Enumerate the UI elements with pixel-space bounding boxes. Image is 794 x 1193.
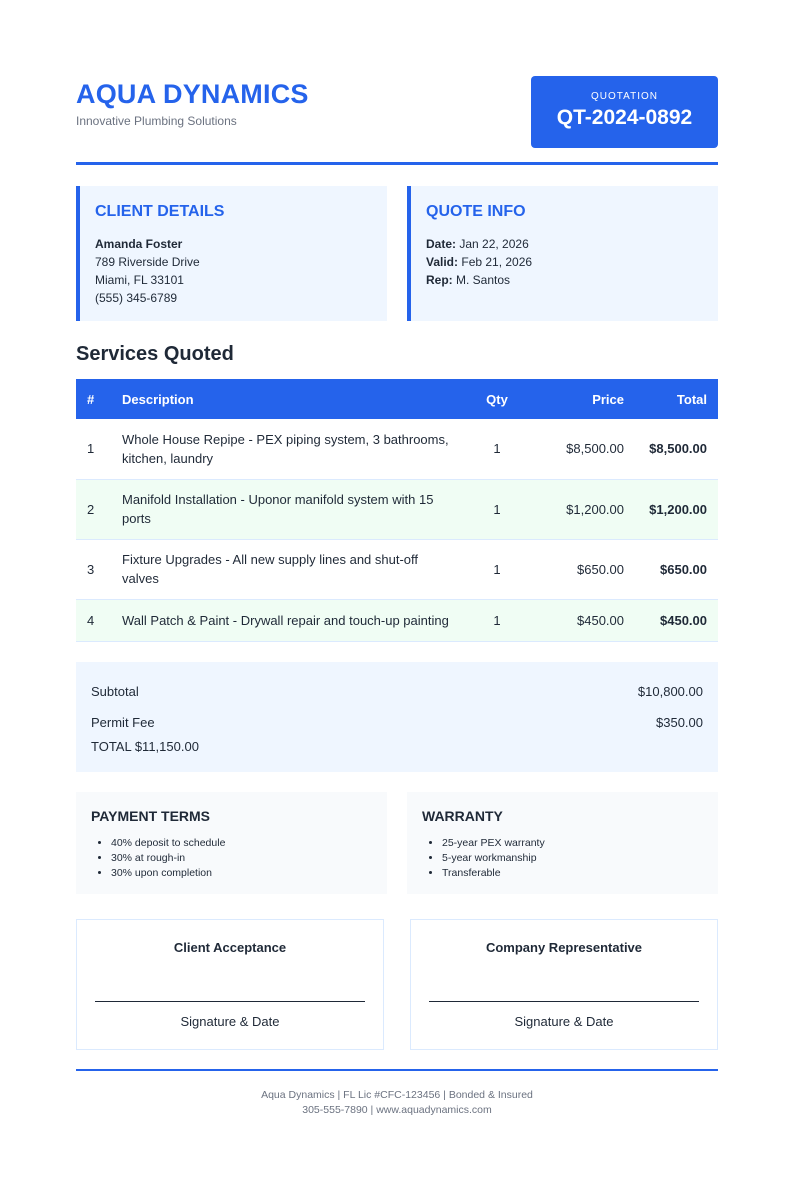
client-details-card	[76, 186, 387, 321]
client-signature-title: Client Acceptance	[173, 940, 287, 955]
footer-divider	[76, 1069, 718, 1071]
company-tagline: Innovative Plumbing Solutions	[76, 114, 237, 128]
quote-date: Date: Jan 22, 2026	[426, 237, 529, 251]
rep-signature-box	[410, 919, 718, 1050]
item-price: $650.00	[528, 539, 624, 599]
item-num: 4	[76, 599, 122, 641]
header-total: Total	[624, 379, 718, 419]
warranty-title: WARRANTY	[422, 808, 503, 824]
item-price: $8,500.00	[528, 419, 624, 479]
rep-signature-line	[429, 1001, 699, 1002]
item-total: $450.00	[624, 599, 718, 641]
item-total: $1,200.00	[624, 479, 718, 539]
item-description: Wall Patch & Paint - Drywall repair and touch-up painting	[122, 599, 466, 641]
list-item: • 25-year PEX warranty	[442, 836, 703, 851]
header-num: #	[76, 379, 122, 419]
item-total: $8,500.00	[624, 419, 718, 479]
header	[76, 76, 718, 164]
quote-info-card	[407, 186, 718, 321]
table-header-row	[76, 379, 718, 419]
item-description: Whole House Repipe - PEX piping system, 3 bathrooms, kitchen, laundry	[122, 419, 466, 479]
table-row	[76, 599, 718, 641]
rep-signature-caption: Signature & Date	[514, 1014, 614, 1029]
item-qty: 1	[466, 479, 528, 539]
item-price: $450.00	[528, 599, 624, 641]
permit-fee-label: Permit Fee	[91, 715, 155, 730]
client-signature-caption: Signature & Date	[180, 1014, 280, 1029]
client-phone: (555) 345-6789	[95, 291, 178, 305]
payment-terms-card	[76, 792, 387, 894]
footer-line-company: Aqua Dynamics | FL Lic #CFC-123456 | Bonded & Insured	[261, 1089, 533, 1101]
subtotal-value: $10,800.00	[637, 684, 703, 699]
item-description: Fixture Upgrades - All new supply lines and shut-off valves	[122, 539, 466, 599]
header-description: Description	[122, 379, 466, 419]
list-item: • 40% deposit to schedule	[111, 836, 372, 851]
item-num: 1	[76, 419, 122, 479]
permit-fee-value: $350.00	[656, 715, 703, 730]
item-qty: 1	[466, 539, 528, 599]
list-item: • 5-year workmanship	[442, 851, 703, 866]
warranty-list	[422, 836, 703, 881]
warranty-card	[407, 792, 718, 894]
table-row	[76, 419, 718, 479]
quote-valid-until: Valid: Feb 21, 2026	[426, 255, 533, 269]
quote-number: QT-2024-0892	[556, 106, 693, 129]
client-signature-line	[95, 1001, 365, 1002]
header-price: Price	[528, 379, 624, 419]
grand-total-text: TOTAL $11,150.00	[91, 739, 199, 754]
item-qty: 1	[466, 599, 528, 641]
list-item: • 30% upon completion	[111, 866, 372, 881]
item-qty: 1	[466, 419, 528, 479]
footer-line-contact: 305-555-7890 | www.aquadynamics.com	[302, 1104, 492, 1116]
header-divider	[76, 162, 718, 165]
quote-number-box	[531, 76, 718, 148]
quote-info-title: QUOTE INFO	[426, 203, 526, 220]
client-details-title: CLIENT DETAILS	[95, 203, 225, 220]
item-num: 3	[76, 539, 122, 599]
item-total: $650.00	[624, 539, 718, 599]
subtotal-label: Subtotal	[91, 684, 139, 699]
payment-terms-title: PAYMENT TERMS	[91, 808, 211, 824]
client-address-line2: Miami, FL 33101	[95, 273, 184, 287]
table-row	[76, 479, 718, 539]
services-title: Services Quoted	[76, 343, 234, 365]
quote-rep: Rep: M. Santos	[426, 273, 511, 287]
company-name: AQUA DYNAMICS	[76, 79, 309, 109]
footer	[76, 1088, 718, 1118]
client-address-line1: 789 Riverside Drive	[95, 255, 200, 269]
client-signature-box	[76, 919, 384, 1050]
client-name: Amanda Foster	[95, 237, 183, 251]
table-row	[76, 539, 718, 599]
quote-label: QUOTATION	[591, 91, 658, 102]
item-price: $1,200.00	[528, 479, 624, 539]
header-qty: Qty	[466, 379, 528, 419]
payment-terms-list	[91, 836, 372, 881]
item-description: Manifold Installation - Uponor manifold system with 15 ports	[122, 479, 466, 539]
services-table	[76, 379, 718, 642]
item-num: 2	[76, 479, 122, 539]
rep-signature-title: Company Representative	[485, 940, 643, 955]
totals-panel	[76, 662, 718, 772]
list-item: • Transferable	[442, 866, 703, 881]
list-item: • 30% at rough-in	[111, 851, 372, 866]
